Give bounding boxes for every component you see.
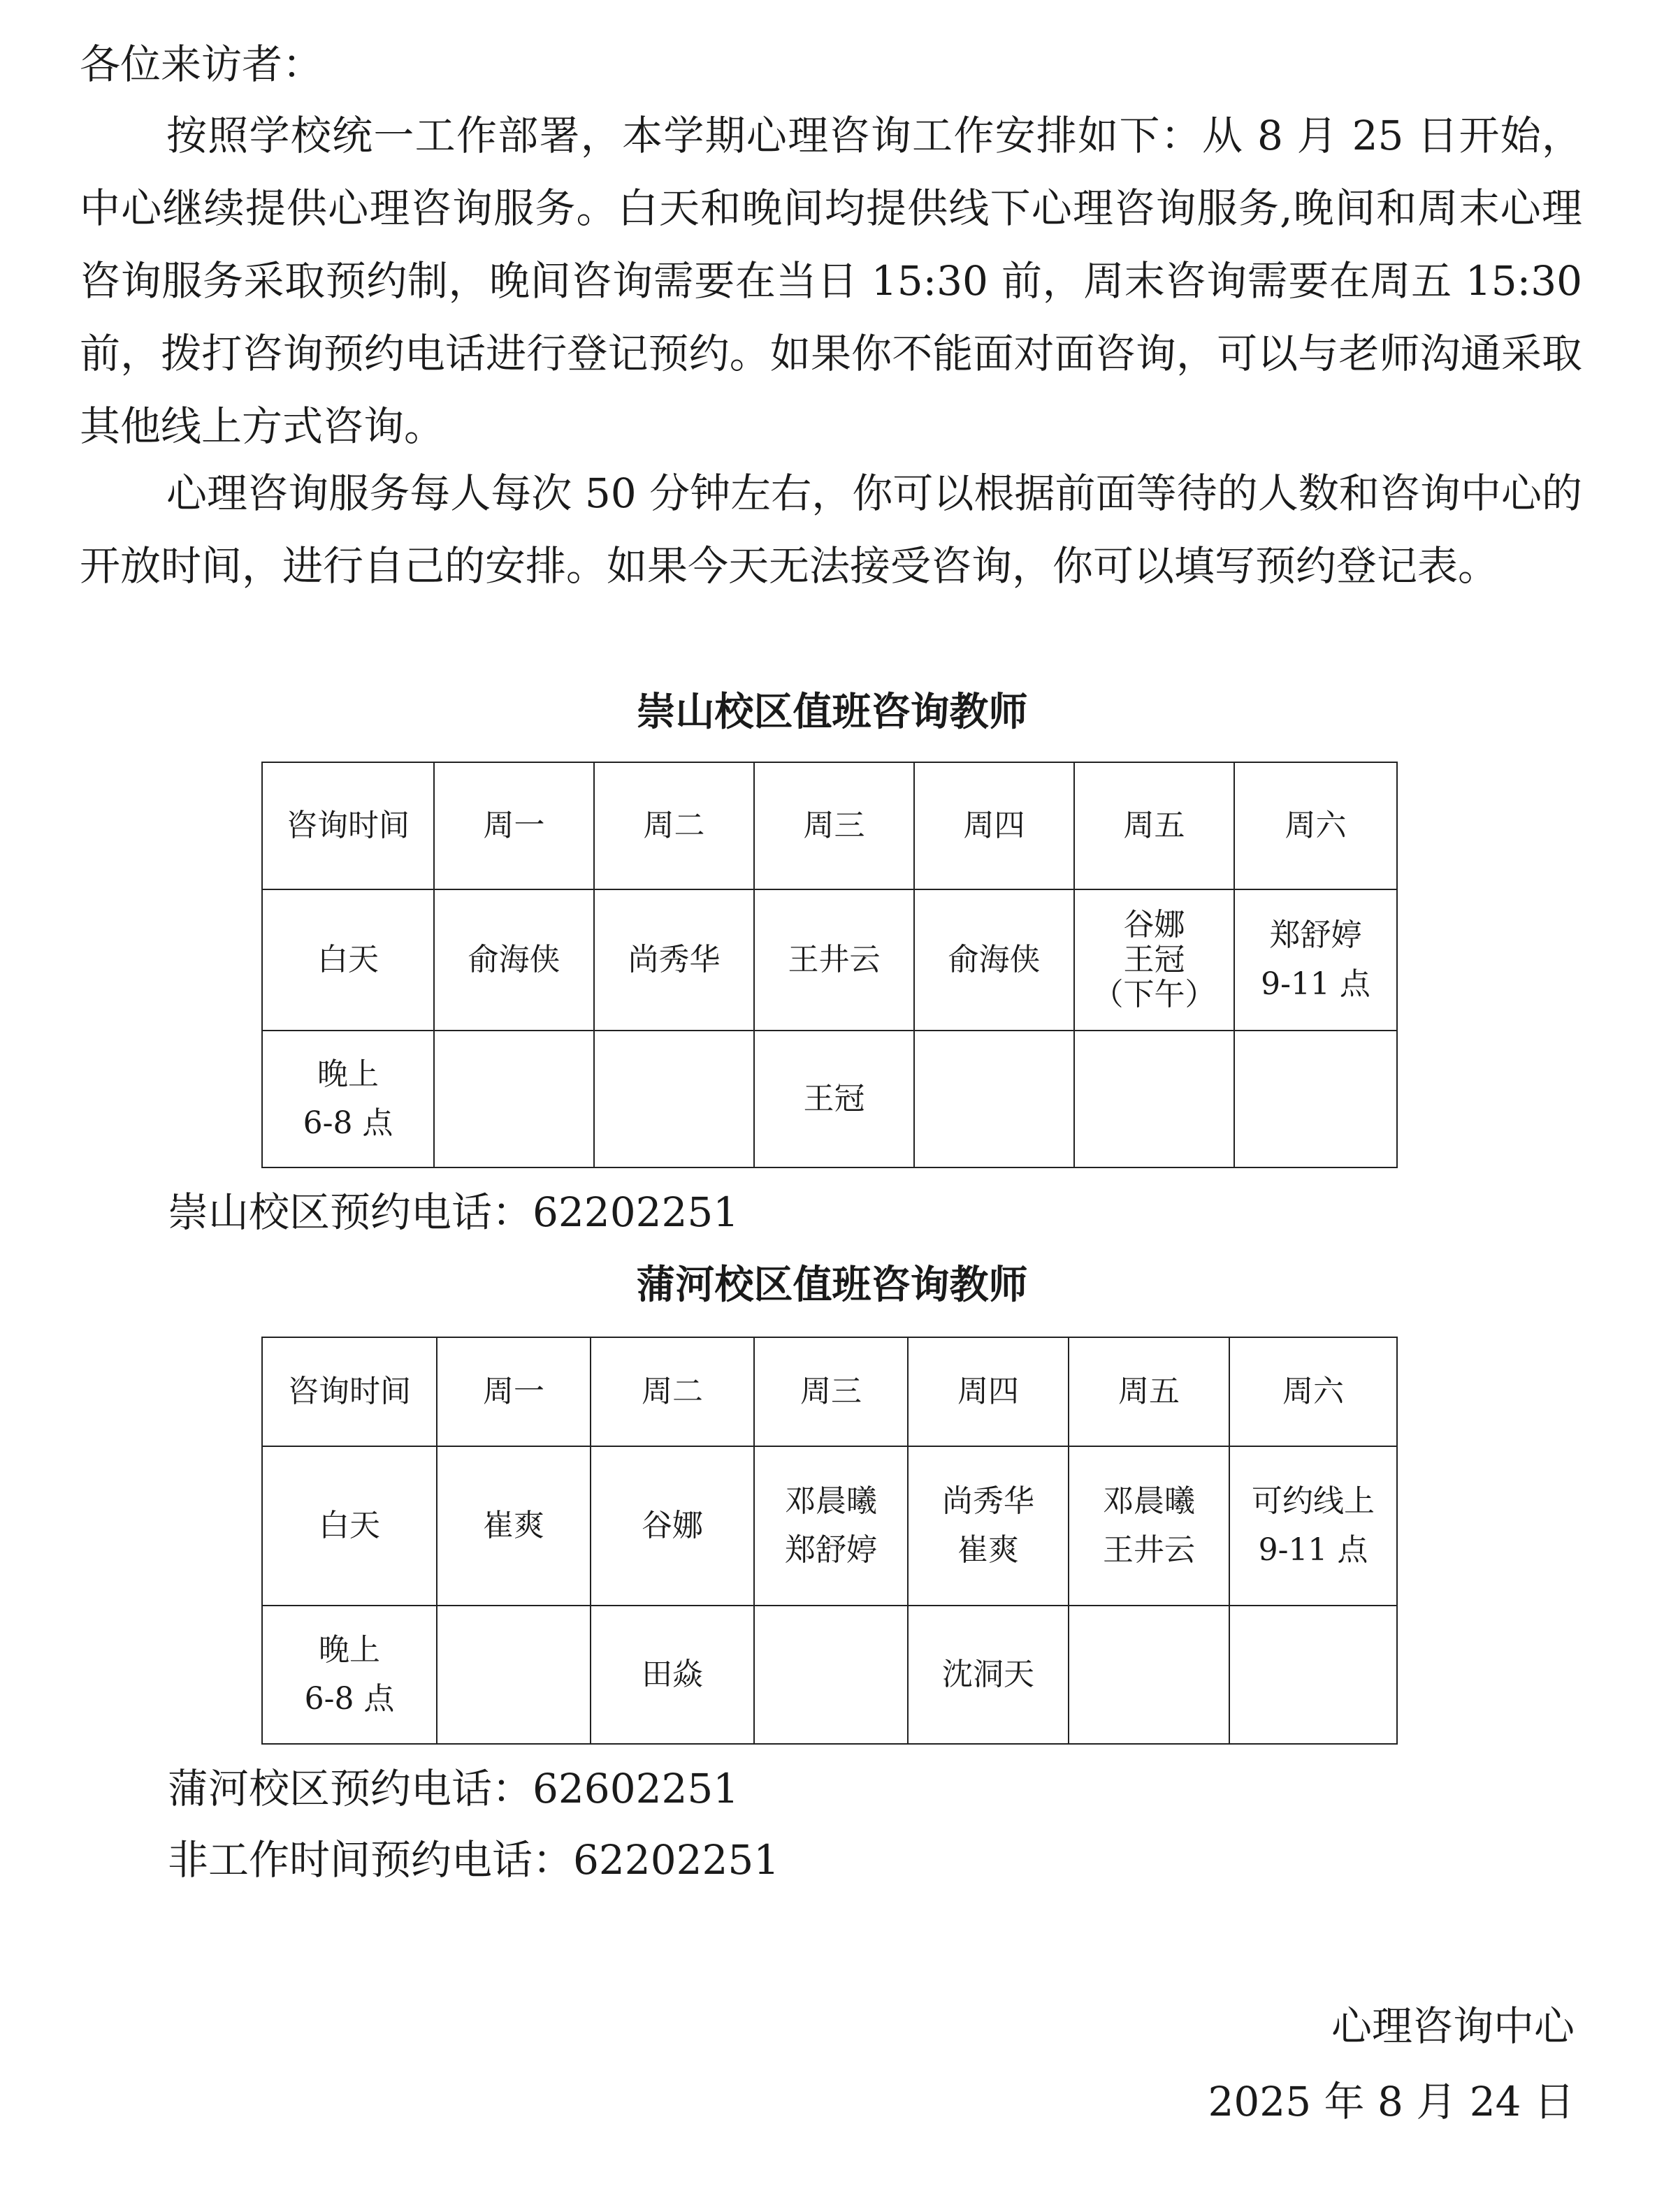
- header-tue: 周二: [591, 1337, 754, 1446]
- cell-sat-day: [1234, 889, 1397, 1031]
- row-label-daytime: 白天: [262, 889, 434, 1031]
- cell-line: 晚上: [319, 1632, 380, 1668]
- header-time: 咨询时间: [262, 1337, 437, 1446]
- cell-line: 可约线上: [1252, 1483, 1375, 1519]
- cell-thu-night: 沈洞天: [908, 1606, 1069, 1744]
- chongshan-schedule-table: [261, 762, 1398, 1168]
- cell-sat-day: [1229, 1446, 1397, 1606]
- chongshan-table-title: 崇山校区值班咨询教师: [636, 689, 1028, 735]
- header-mon: 周一: [434, 762, 594, 889]
- chongshan-phone: 崇山校区预约电话：62202251: [168, 1188, 739, 1236]
- cell-line: 晚上: [317, 1056, 379, 1092]
- cell-line: 邓晨曦: [785, 1483, 877, 1519]
- cell-line: 邓晨曦: [1103, 1483, 1195, 1519]
- header-mon: 周一: [437, 1337, 591, 1446]
- header-thu: 周四: [914, 762, 1074, 889]
- puhe-phone: 蒲河校区预约电话：62602251: [168, 1765, 739, 1812]
- cell-thu-day: 俞海侠: [914, 889, 1074, 1031]
- cell-line: 9-11 点: [1261, 966, 1370, 1002]
- cell-line: 尚秀华: [942, 1483, 1034, 1519]
- header-fri: 周五: [1069, 1337, 1229, 1446]
- header-wed: 周三: [754, 1337, 908, 1446]
- table-row-evening: [262, 1031, 1397, 1167]
- header-fri: 周五: [1074, 762, 1234, 889]
- table-header-row: [262, 762, 1397, 889]
- cell-thu-day: [908, 1446, 1069, 1606]
- cell-thu-night: [914, 1031, 1074, 1167]
- cell-line: 6-8 点: [303, 1105, 393, 1141]
- cell-sat-night: [1234, 1031, 1397, 1167]
- table-row-daytime: [262, 889, 1397, 1031]
- cell-line: 6-8 点: [304, 1681, 395, 1717]
- table-header-row: [262, 1337, 1397, 1446]
- cell-wed-night: [754, 1606, 908, 1744]
- header-time: 咨询时间: [262, 762, 434, 889]
- cell-fri-night: [1074, 1031, 1234, 1167]
- cell-tue-day: 尚秀华: [594, 889, 754, 1031]
- greeting: 各位来访者：: [80, 41, 324, 88]
- cell-wed-night: 王冠: [754, 1031, 914, 1167]
- cell-tue-day: 谷娜: [591, 1446, 754, 1606]
- header-sat: 周六: [1234, 762, 1397, 889]
- cell-wed-day: [754, 1446, 908, 1606]
- header-sat: 周六: [1229, 1337, 1397, 1446]
- cell-line: 9-11 点: [1258, 1532, 1368, 1568]
- puhe-schedule-table: [261, 1337, 1398, 1745]
- header-thu: 周四: [908, 1337, 1069, 1446]
- cell-line: 谷娜: [1123, 907, 1185, 943]
- cell-line: 崔爽: [957, 1532, 1019, 1568]
- cell-line: 王冠: [1123, 942, 1185, 977]
- cell-line: 王井云: [1103, 1532, 1195, 1568]
- intro-paragraph: 按照学校统一工作部署，本学期心理咨询工作安排如下：从 8 月 25 日开始，中心继续提供心理咨询服务。白天和晚间均提供线下心理咨询服务,晚间和周末心理咨询服务采取预约制，晚间咨询需要在当日 15:30 前，周末咨询需要在周五 15:30 前，拨打咨询预约电话进行登记预约。如果你不能面对面咨询，可以与老师沟通采取其他线上方式咨询。: [80, 112, 1582, 450]
- after-hours-phone: 非工作时间预约电话：62202251: [168, 1836, 780, 1884]
- cell-tue-night: [594, 1031, 754, 1167]
- row-label-daytime: 白天: [262, 1446, 437, 1606]
- header-tue: 周二: [594, 762, 754, 889]
- cell-fri-night: [1069, 1606, 1229, 1744]
- cell-mon-night: [434, 1031, 594, 1167]
- cell-line: 郑舒婷: [1269, 917, 1362, 953]
- cell-mon-day: 崔爽: [437, 1446, 591, 1606]
- cell-line: 郑舒婷: [785, 1532, 877, 1568]
- row-label-evening: [262, 1606, 437, 1744]
- cell-fri-day: [1074, 889, 1234, 1031]
- table-row-daytime: [262, 1446, 1397, 1606]
- signature-date: 2025 年 8 月 24 日: [1208, 2078, 1575, 2125]
- cell-fri-day: [1069, 1446, 1229, 1606]
- duration-paragraph: 心理咨询服务每人每次 50 分钟左右，你可以根据前面等待的人数和咨询中心的开放时间，进行自己的安排。如果今天无法接受咨询，你可以填写预约登记表。: [80, 470, 1582, 590]
- row-label-evening: [262, 1031, 434, 1167]
- puhe-table-title: 蒲河校区值班咨询教师: [636, 1262, 1028, 1308]
- cell-mon-day: 俞海侠: [434, 889, 594, 1031]
- cell-tue-night: 田焱: [591, 1606, 754, 1744]
- header-wed: 周三: [754, 762, 914, 889]
- cell-sat-night: [1229, 1606, 1397, 1744]
- table-row-evening: [262, 1606, 1397, 1744]
- signature-org: 心理咨询中心: [1331, 2002, 1575, 2050]
- cell-wed-day: 王井云: [754, 889, 914, 1031]
- cell-mon-night: [437, 1606, 591, 1744]
- cell-line: （下午）: [1092, 977, 1216, 1012]
